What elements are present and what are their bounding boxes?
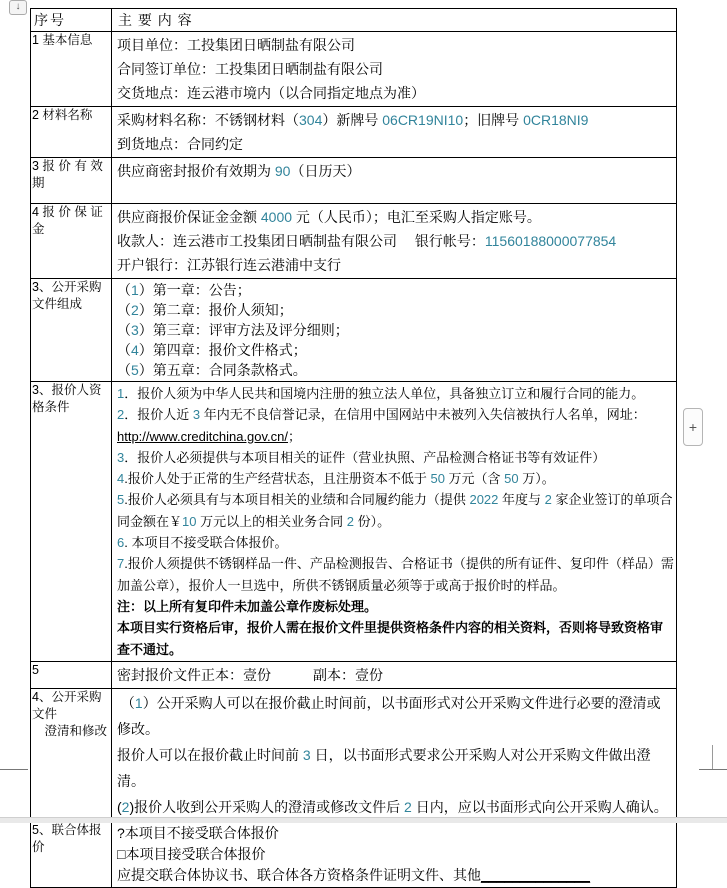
number-value: 2022 — [469, 492, 499, 508]
row-label: 3、公开采购文件组成 — [31, 279, 112, 382]
number-value: 3 — [117, 449, 125, 465]
table-row — [31, 689, 677, 822]
table-row — [31, 279, 677, 382]
text-segment: （日历天） — [290, 163, 361, 179]
text-segment: □本项目接受联合体报价 — [117, 846, 266, 862]
text-segment: 份）。 — [353, 513, 391, 529]
header-col-main-content: 主 要 内 容 — [112, 9, 677, 32]
text-segment: 收款人：连云港市工投集团日晒制盐有限公司 银行帐号： — [117, 233, 485, 249]
text-segment: 采购材料名称：不锈钢材料（ — [117, 112, 299, 128]
content-line — [117, 33, 674, 57]
text-segment: 日，以书面形式要求公开采购人对公开采购文件做出澄清。 — [117, 747, 651, 789]
text-segment: 开户银行：江苏银行连云港浦中支行 — [117, 257, 341, 273]
number-value: 3 — [131, 322, 139, 338]
content-line — [117, 57, 674, 81]
row-content — [112, 662, 677, 689]
table-row — [31, 382, 677, 662]
content-line — [117, 690, 674, 742]
text-segment: 日内，应以书面形式向公开采购人确认。 — [411, 799, 668, 815]
number-value: 6 — [117, 535, 125, 551]
text-segment: ）公开采购人可以在报价截止时间前，以书面形式对公开采购文件进行必要的澄清或修改。 — [117, 695, 661, 737]
row-content — [112, 822, 677, 888]
table-row — [31, 158, 677, 204]
text-segment: ）第四章：报价文件格式； — [138, 342, 307, 358]
content-line — [117, 844, 674, 865]
number-value: 2 — [117, 407, 125, 423]
text-segment: 到货地点：合同约定 — [117, 136, 243, 152]
procurement-summary-table — [30, 8, 677, 888]
text-segment: ?本项目不接受联合体报价 — [117, 825, 279, 841]
text-segment: ．报价人必须提供与本项目相关的证件（营业执照、产品检测合格证书等有效证件） — [124, 449, 606, 465]
text-segment: 家企业签订的单项合同金额在￥ — [117, 492, 673, 529]
text-segment: ；旧牌号 — [463, 112, 524, 128]
text-segment: ）第五章：合同条款格式。 — [138, 362, 307, 378]
row-label: 3、报价人资格条件 — [31, 382, 112, 662]
text-segment: 万）。 — [518, 471, 555, 487]
number-value: 4000 — [260, 209, 293, 225]
content-line — [117, 320, 674, 340]
text-segment: 本项目实行资格后审，报价人需在报价文件里提供资格条件内容的相关资料，否则将导致资格审查不通过。 — [117, 620, 664, 657]
number-value: 3 — [302, 747, 311, 763]
text-segment: 应提交联合体协议书、联合体各方资格条件证明文件、其他 — [117, 867, 481, 883]
text-segment: （ — [117, 695, 135, 711]
table-row — [31, 32, 677, 107]
content-line — [117, 383, 674, 404]
row-content — [112, 204, 677, 279]
content-line — [117, 404, 674, 425]
text-segment: 供应商报价保证金金额 — [117, 209, 261, 225]
text-segment: . 本项目不接受联合体报价。 — [124, 535, 288, 551]
page-margin-mark-right-vertical — [712, 745, 713, 769]
row-content — [112, 689, 677, 822]
text-segment: ）第二章：报价人须知； — [138, 302, 293, 318]
number-value: 0CR18NI9 — [523, 112, 589, 128]
hyperlink-text[interactable]: ______________ — [481, 867, 591, 883]
plus-icon: + — [688, 419, 698, 435]
number-value: 2 — [346, 513, 354, 529]
row-content — [112, 158, 677, 204]
scroll-down-button[interactable] — [9, 0, 27, 15]
content-line — [117, 865, 674, 886]
row-label: 2 材料名称 — [31, 107, 112, 158]
content-line — [117, 617, 674, 660]
content-line — [117, 280, 674, 300]
content-line — [117, 300, 674, 320]
row-label: 1 基本信息 — [31, 32, 112, 107]
content-line — [117, 205, 674, 229]
text-segment: （ — [117, 362, 131, 378]
table-row — [31, 822, 677, 888]
number-value: 4 — [117, 471, 125, 487]
number-value: 06CR19NI10 — [382, 112, 464, 128]
number-value: 2 — [544, 492, 552, 508]
text-segment: 供应商密封报价有效期为 — [117, 163, 275, 179]
text-segment: ．报价人须为中华人民共和国境内注册的独立法人单位，具备独立订立和履行合同的能力。 — [124, 386, 645, 401]
content-line — [117, 447, 674, 468]
table-row — [31, 662, 677, 689]
content-line — [117, 340, 674, 360]
text-segment: 元（人民币）；电汇至采购人指定账号。 — [292, 209, 541, 225]
content-line — [117, 159, 674, 183]
number-value: 3 — [192, 407, 201, 423]
number-value: 90 — [274, 163, 291, 179]
text-segment: 项目单位：工投集团日晒制盐有限公司 — [117, 37, 355, 53]
content-line — [117, 596, 674, 617]
table-body — [31, 32, 677, 888]
number-value: 7 — [117, 556, 125, 572]
number-value: 2 — [131, 302, 139, 318]
table-row — [31, 204, 677, 279]
content-line — [117, 426, 674, 447]
text-segment: 合同签订单位：工投集团日晒制盐有限公司 — [117, 61, 383, 77]
text-segment: .报价人处于正常的生产经营状态，且注册资本不低于 — [124, 471, 431, 487]
content-line — [117, 81, 674, 105]
page-edge-band — [0, 817, 727, 823]
number-value: 10 — [182, 513, 197, 529]
content-line — [117, 489, 674, 532]
content-line — [117, 532, 674, 553]
content-line — [117, 742, 674, 794]
page-margin-mark-left — [0, 769, 28, 770]
text-segment: 万元以上的相关业务合同 — [196, 513, 347, 529]
text-segment: )报价人收到公开采购人的澄清或修改文件后 — [129, 799, 405, 815]
text-segment: .报价人须提供不锈钢样品一件、产品检测报告、合格证书（提供的所有证件、复印件（样品）需加盖公章），报价人一旦选中，所供不锈钢质量必须等于或高于报价时的样品。 — [117, 556, 674, 593]
text-segment: （ — [117, 342, 131, 358]
row-content — [112, 107, 677, 158]
text-segment: （ — [117, 302, 131, 318]
header-col-number: 序号 — [31, 9, 112, 32]
row-content — [112, 382, 677, 662]
text-segment: （ — [117, 282, 131, 298]
row-label: 5 — [31, 662, 112, 689]
content-line — [117, 253, 674, 277]
number-value: 50 — [430, 471, 445, 487]
content-line — [117, 360, 674, 380]
text-segment: 密封报价文件正本：壹份 副本：壹份 — [117, 667, 383, 683]
text-segment: ； — [288, 428, 302, 444]
content-line — [117, 132, 674, 156]
text-segment: 交货地点：连云港市境内（以合同指定地点为准） — [117, 85, 425, 101]
content-line — [117, 553, 674, 596]
number-value: 1 — [117, 386, 125, 401]
text-segment: ）新牌号 — [322, 112, 383, 128]
row-label: 3 报 价 有 效 期 — [31, 158, 112, 204]
content-line — [117, 229, 674, 253]
row-content — [112, 279, 677, 382]
text-segment: 年度与 — [498, 492, 545, 508]
text-segment: .报价人必须具有与本项目相关的业绩和合同履约能力（提供 — [124, 492, 470, 508]
content-line — [117, 468, 674, 489]
text-segment: ．报价人近 — [124, 407, 193, 423]
row-label: 5、联合体报价 — [31, 822, 112, 888]
text-segment: 年内无不良信誉记录，在信用中国网站中未被列入失信被执行人名单，网址： — [200, 407, 646, 423]
number-value: 1 — [131, 282, 139, 298]
text-segment: ）第三章：评审方法及评分细则； — [138, 322, 349, 338]
content-line — [117, 663, 674, 687]
down-arrow-icon: ↓ — [15, 1, 21, 12]
text-segment: ( — [117, 799, 122, 815]
number-value: 5 — [117, 492, 125, 508]
text-segment: ）第一章：公告； — [138, 282, 251, 298]
page-margin-mark-right — [699, 769, 727, 770]
number-value: 304 — [299, 112, 323, 128]
number-value: 2 — [121, 799, 130, 815]
number-value: 1 — [134, 695, 143, 711]
content-line — [117, 823, 674, 844]
table-row — [31, 107, 677, 158]
row-label: 4、公开采购文件 澄清和修改 — [31, 689, 112, 822]
hyperlink-text[interactable]: http://www.creditchina.gov.cn/ — [117, 428, 289, 444]
number-value: 4 — [131, 342, 139, 358]
number-value: 2 — [404, 799, 412, 815]
number-value: 50 — [504, 471, 519, 487]
text-segment: 报价人可以在报价截止时间前 — [117, 747, 303, 763]
number-value: 11560188000077854 — [484, 233, 617, 249]
row-content — [112, 32, 677, 107]
text-segment: 万元（含 — [444, 471, 505, 487]
row-label: 4 报 价 保 证 金 — [31, 204, 112, 279]
text-segment: 注：以上所有复印件未加盖公章作废标处理。 — [117, 598, 378, 614]
content-line — [117, 108, 674, 132]
add-button[interactable] — [683, 408, 703, 446]
table-header-row — [31, 9, 677, 32]
text-segment: （ — [117, 322, 131, 338]
number-value: 5 — [131, 362, 139, 378]
